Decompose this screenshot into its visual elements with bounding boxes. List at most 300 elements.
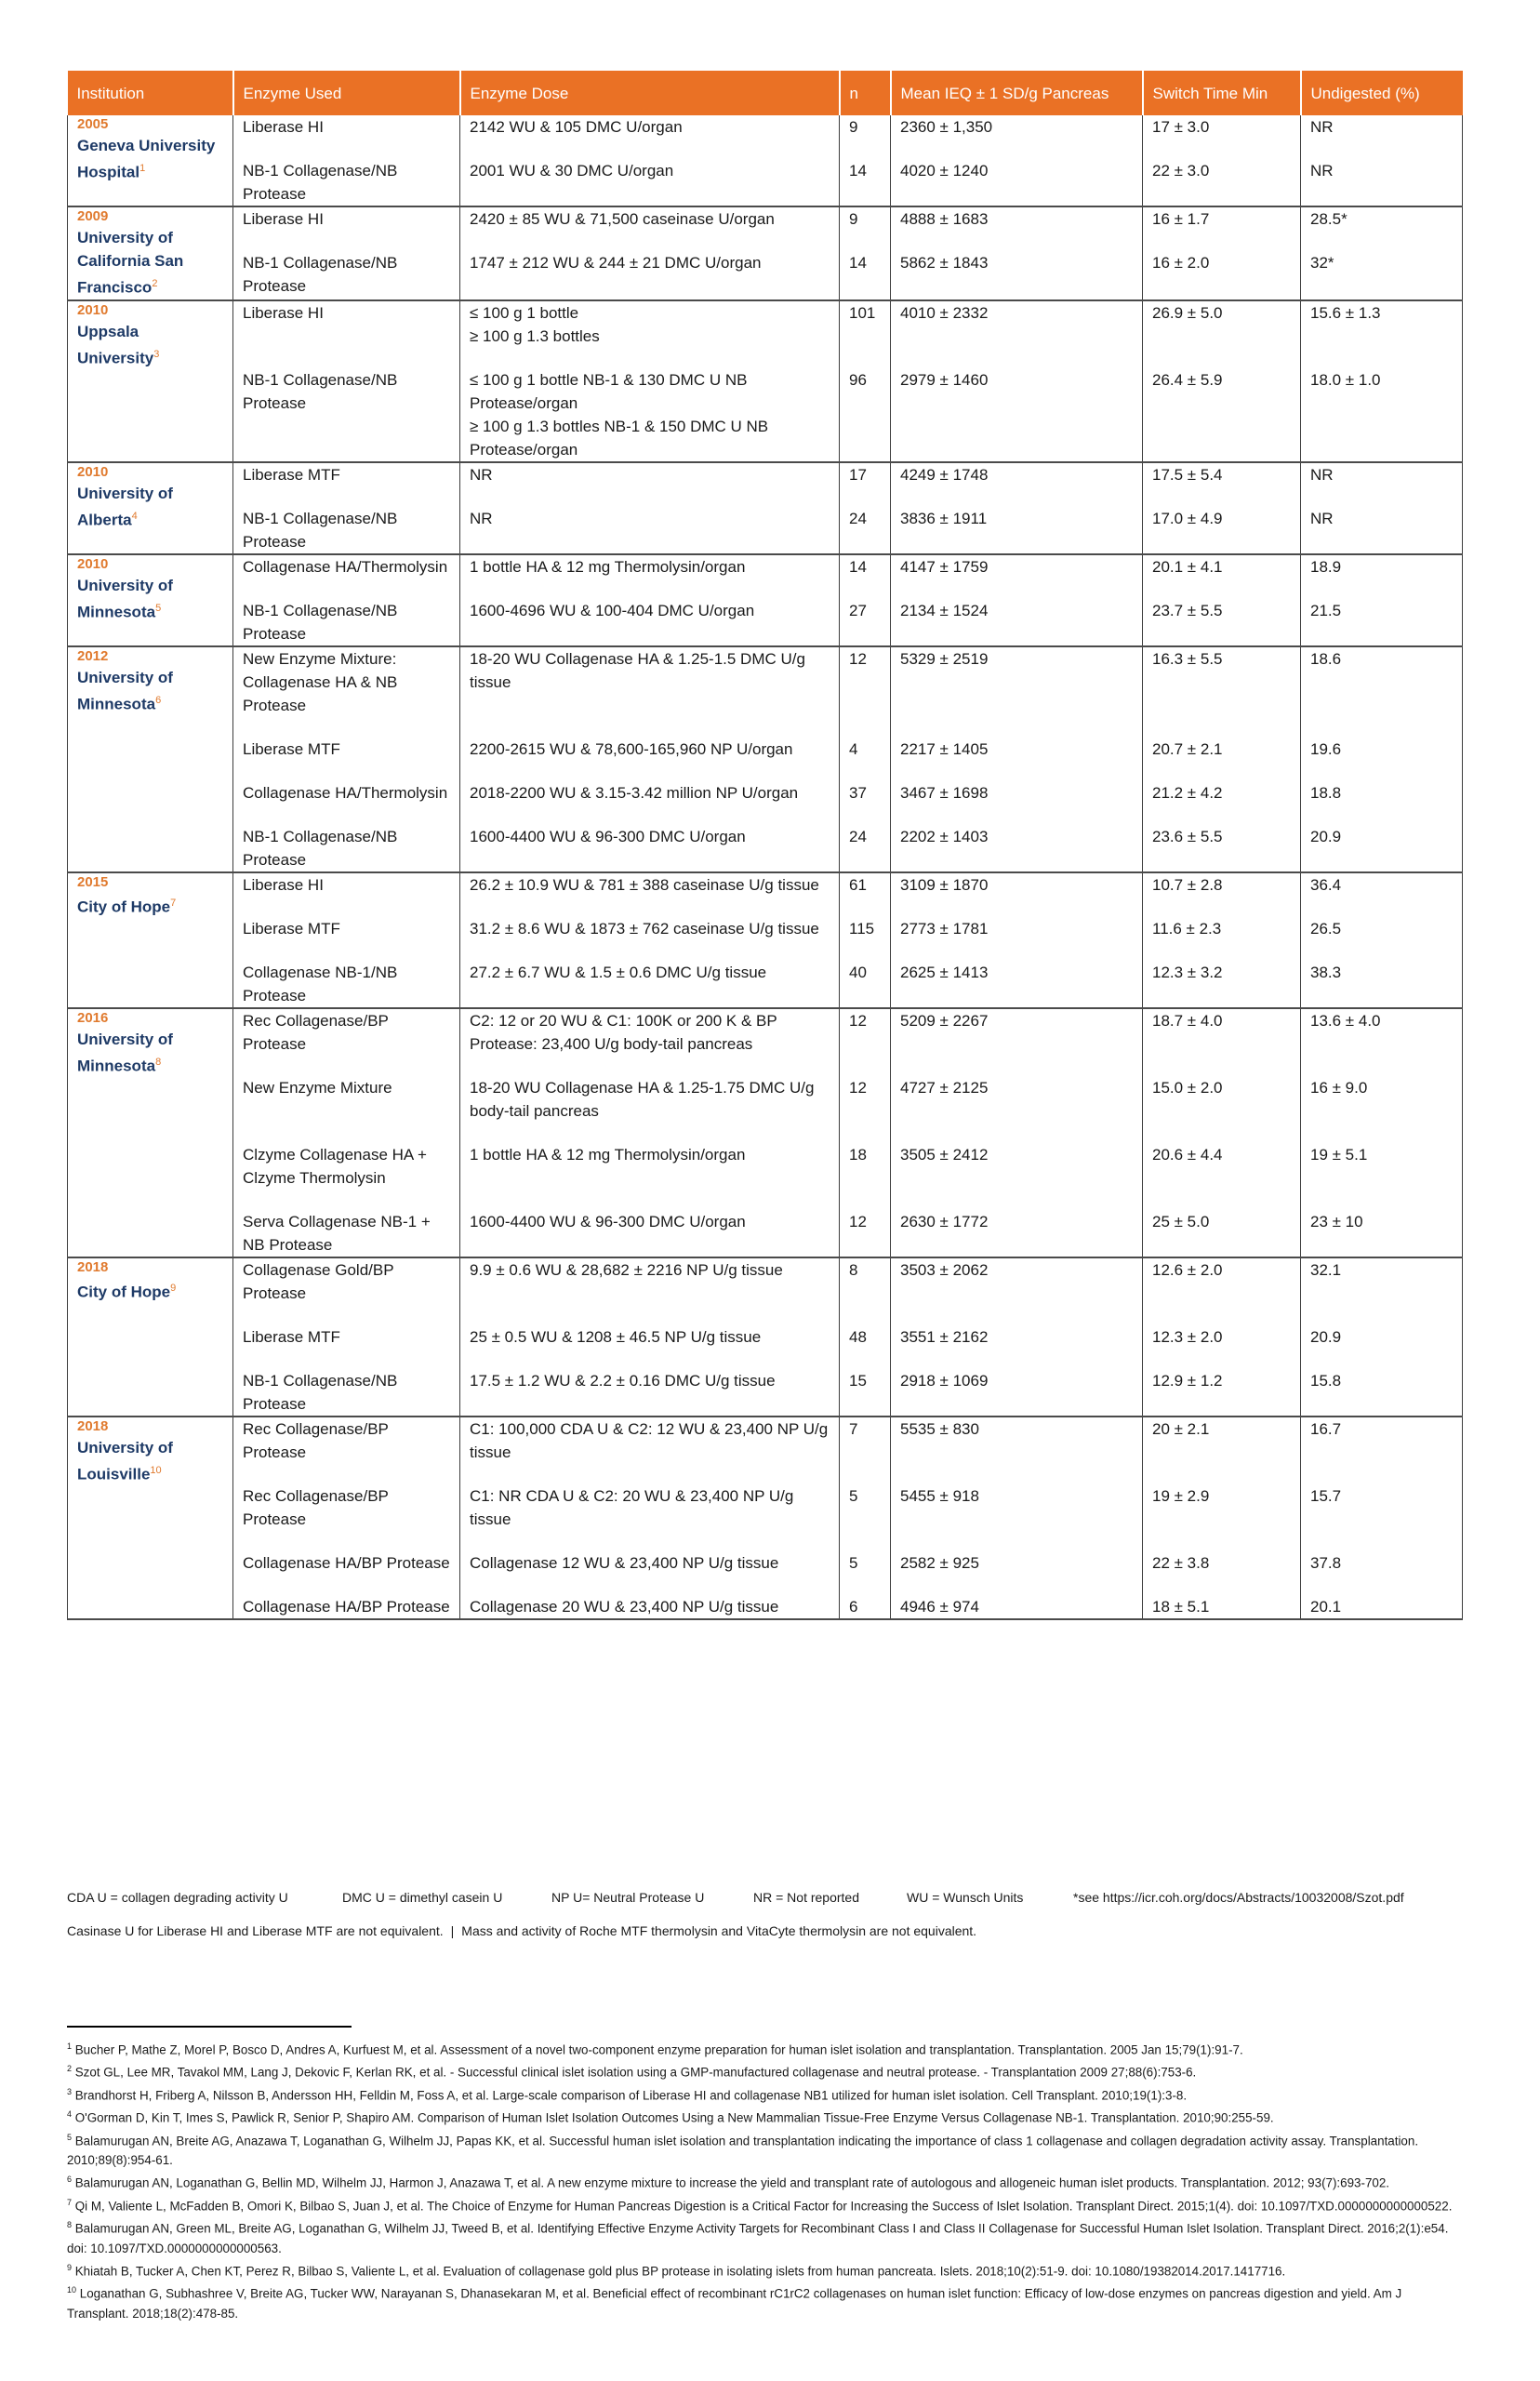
enzyme-used-cell: [233, 646, 460, 872]
institution-name-text: City of Hope: [77, 898, 171, 916]
row-value: 15.0 ± 2.0: [1152, 1078, 1223, 1097]
enzyme-used-cell: [233, 300, 460, 462]
switch-time-cell: [1143, 115, 1301, 206]
enzyme-dose-cell: [460, 872, 840, 1008]
table-row: [68, 554, 1463, 646]
row-value: NR: [470, 509, 493, 527]
row-value: NB-1 Collagenase/NB Protease: [243, 370, 398, 412]
row-value: Collagenase HA/Thermolysin: [243, 783, 448, 802]
abbrev-wu: WU = Wunsch Units: [907, 1890, 1024, 1905]
footnote-item: [67, 2170, 1462, 2192]
row-value: 24: [849, 827, 867, 845]
row-value: 12: [849, 1011, 867, 1030]
row-value: New Enzyme Mixture: Collagenase HA & NB Protease: [243, 649, 398, 714]
institution-name: [77, 666, 223, 716]
table-row: [68, 206, 1463, 300]
row-value: 4727 ± 2125: [900, 1078, 989, 1097]
row-value: 2420 ± 85 WU & 71,500 caseinase U/organ: [470, 210, 775, 228]
enzyme-used-cell: [233, 115, 460, 206]
row-value: 2625 ± 1413: [900, 963, 989, 981]
footnote-number: 3: [67, 2086, 73, 2096]
institution-name-text: University of Minnesota: [77, 576, 173, 621]
row-value: 16 ± 1.7: [1152, 210, 1210, 228]
institution-cell: [68, 462, 233, 554]
institution-name: [77, 1028, 223, 1078]
row-value: 19 ± 2.9: [1152, 1486, 1210, 1505]
table-row: [68, 1008, 1463, 1257]
undigested-cell: [1301, 206, 1463, 300]
row-value: 2142 WU & 105 DMC U/organ: [470, 118, 683, 136]
n-cell: [840, 206, 891, 300]
row-value: 17 ± 3.0: [1152, 118, 1210, 136]
row-value: 3836 ± 1911: [900, 509, 988, 527]
row-value: 2134 ± 1524: [900, 601, 989, 619]
switch-time-cell: [1143, 554, 1301, 646]
reference-number: 2: [152, 278, 158, 289]
row-value: 28.5*: [1310, 210, 1348, 228]
row-value: 16 ± 9.0: [1310, 1078, 1368, 1097]
reference-number: 5: [155, 602, 162, 614]
row-value: 18.6: [1310, 649, 1342, 668]
row-value: 3551 ± 2162: [900, 1327, 989, 1346]
reference-number: 4: [131, 510, 138, 522]
row-value: 25 ± 0.5 WU & 1208 ± 46.5 NP U/g tissue: [470, 1327, 762, 1346]
row-value: 26.9 ± 5.0: [1152, 303, 1223, 322]
row-value: 20.9: [1310, 827, 1342, 845]
row-value: 17.5 ± 1.2 WU & 2.2 ± 0.16 DMC U/g tissue: [470, 1371, 776, 1390]
row-value: 18-20 WU Collagenase HA & 1.25-1.5 DMC U/g tissue: [470, 649, 805, 691]
table-row: [68, 1257, 1463, 1417]
row-value: 4020 ± 1240: [900, 162, 989, 180]
institution-cell: [68, 1417, 233, 1619]
note-separator: |: [450, 1923, 455, 1938]
institution-year: 2018: [77, 1258, 109, 1275]
row-value: 37: [849, 783, 867, 802]
row-value: 17: [849, 465, 867, 484]
note-thermolysin: Mass and activity of Roche MTF thermolysin and VitaCyte thermolysin are not equivalent.: [461, 1923, 977, 1938]
row-value: 23.7 ± 5.5: [1152, 601, 1223, 619]
institution-group: [68, 1257, 1463, 1417]
row-value: 2360 ± 1,350: [900, 118, 993, 136]
row-value: 21.2 ± 4.2: [1152, 783, 1223, 802]
enzyme-dose-cell: [460, 1257, 840, 1417]
row-value: 21.5: [1310, 601, 1342, 619]
row-value: 5535 ± 830: [900, 1419, 979, 1438]
row-value: NR: [1310, 509, 1334, 527]
footnote-number: 1: [67, 2042, 73, 2051]
row-value: 15.6 ± 1.3: [1310, 303, 1381, 322]
row-value: 2018-2200 WU & 3.15-3.42 million NP U/organ: [470, 783, 799, 802]
footnote-number: 2: [67, 2064, 73, 2074]
enzyme-dose-cell: [460, 1008, 840, 1257]
enzyme-dose-cell: [460, 300, 840, 462]
footnote-item: [67, 2215, 1462, 2257]
institution-group: [68, 646, 1463, 872]
footnote-number: 4: [67, 2109, 73, 2120]
institution-name: [77, 1436, 223, 1486]
row-value: 3109 ± 1870: [900, 875, 989, 894]
institution-group: [68, 462, 1463, 554]
row-value: 32.1: [1310, 1260, 1342, 1279]
footnote-text: Szot GL, Lee MR, Tavakol MM, Lang J, Dekovic F, Kerlan RK, et al. - Successful clinical islet isolation using a GMP-manufactured collagenase and neutral protease. - Transplantation 2009 27;88(6):753-6.: [74, 2065, 1197, 2080]
reference-number: 10: [150, 1464, 162, 1476]
row-value: 15: [849, 1371, 867, 1390]
footnote-number: 9: [67, 2262, 73, 2272]
row-value: 61: [849, 875, 867, 894]
row-value: 23.6 ± 5.5: [1152, 827, 1223, 845]
switch-time-cell: [1143, 206, 1301, 300]
institution-year: 2010: [77, 301, 109, 318]
row-value: 26.5: [1310, 919, 1342, 938]
row-value: NR: [470, 465, 493, 484]
row-value: 18 ± 5.1: [1152, 1597, 1210, 1616]
row-value: 2773 ± 1781: [900, 919, 989, 938]
institution-name-text: University of Minnesota: [77, 668, 173, 713]
row-value: 20.7 ± 2.1: [1152, 739, 1223, 758]
institution-cell: [68, 646, 233, 872]
institution-name-text: Geneva University Hospital: [77, 137, 216, 181]
row-value: 26.4 ± 5.9: [1152, 370, 1223, 389]
row-value: 16 ± 2.0: [1152, 254, 1210, 272]
institution-name: [77, 134, 223, 184]
footnote-item: [67, 2258, 1462, 2281]
row-value: 4: [849, 739, 858, 758]
enzyme-dose-cell: [460, 1417, 840, 1619]
row-value: Collagenase NB-1/NB Protease: [243, 963, 398, 1004]
row-value: 32*: [1310, 254, 1334, 272]
mean-ieq-cell: [891, 1257, 1143, 1417]
enzyme-comparison-table: [67, 71, 1463, 1620]
undigested-cell: [1301, 115, 1463, 206]
institution-year: 2010: [77, 555, 109, 572]
row-value: Collagenase 20 WU & 23,400 NP U/g tissue: [470, 1597, 779, 1616]
row-value: NB-1 Collagenase/NB Protease: [243, 509, 398, 551]
switch-time-cell: [1143, 646, 1301, 872]
row-value: 12.6 ± 2.0: [1152, 1260, 1223, 1279]
institution-cell: [68, 300, 233, 462]
switch-time-cell: [1143, 462, 1301, 554]
footnotes-list: [67, 2037, 1462, 2323]
switch-time-cell: [1143, 1257, 1301, 1417]
row-value: 25 ± 5.0: [1152, 1212, 1210, 1230]
row-value: 20.1: [1310, 1597, 1342, 1616]
enzyme-dose-cell: [460, 462, 840, 554]
table-row: [68, 462, 1463, 554]
row-value: 6: [849, 1597, 858, 1616]
institution-name-text: University of Louisville: [77, 1438, 173, 1483]
row-value: Collagenase HA/BP Protease: [243, 1553, 450, 1572]
institution-name: [77, 892, 223, 919]
row-value: 27.2 ± 6.7 WU & 1.5 ± 0.6 DMC U/g tissue: [470, 963, 767, 981]
footnote-number: 10: [67, 2285, 77, 2295]
row-value: Liberase MTF: [243, 465, 340, 484]
row-value: New Enzyme Mixture: [243, 1078, 392, 1097]
row-value: 9.9 ± 0.6 WU & 28,682 ± 2216 NP U/g tissue: [470, 1260, 783, 1279]
row-value: 24: [849, 509, 867, 527]
row-value: C1: NR CDA U & C2: 20 WU & 23,400 NP U/g tissue: [470, 1486, 794, 1528]
row-value: NR: [1310, 465, 1334, 484]
mean-ieq-cell: [891, 872, 1143, 1008]
row-value: 5329 ± 2519: [900, 649, 989, 668]
footnote-text: Balamurugan AN, Breite AG, Anazawa T, Loganathan G, Wilhelm JJ, Papas KK, et al. Successful human islet isolation and transplantation indicating the importance of class 1 collagenase and collagen degradation activity assay. Transplantation. 2010;89(8):954-61.: [67, 2134, 1419, 2168]
institution-name: [77, 226, 223, 299]
footnote-text: Brandhorst H, Friberg A, Nilsson B, Andersson HH, Felldin M, Foss A, et al. Large-scale comparison of Liberase HI and collagenase NB1 utilized for human islet isolation. Cell Transplant. 2010;19(1):3-8.: [74, 2088, 1188, 2103]
institution-group: [68, 206, 1463, 300]
row-value: 31.2 ± 8.6 WU & 1873 ± 762 caseinase U/g tissue: [470, 919, 819, 938]
institution-group: [68, 115, 1463, 206]
row-value: 26.2 ± 10.9 WU & 781 ± 388 caseinase U/g tissue: [470, 875, 819, 894]
row-value: 9: [849, 118, 858, 136]
row-value: 2918 ± 1069: [900, 1371, 989, 1390]
row-value: 38.3: [1310, 963, 1342, 981]
row-value: 2630 ± 1772: [900, 1212, 989, 1230]
institution-year: 2015: [77, 873, 109, 890]
row-value: 1 bottle HA & 12 mg Thermolysin/organ: [470, 1145, 746, 1164]
row-value: NB-1 Collagenase/NB Protease: [243, 601, 398, 643]
row-value: 16.7: [1310, 1419, 1342, 1438]
undigested-cell: [1301, 1008, 1463, 1257]
row-value: 5: [849, 1553, 858, 1572]
reference-number: 9: [170, 1282, 177, 1294]
note-casinase: Casinase U for Liberase HI and Liberase MTF are not equivalent.: [67, 1923, 444, 1938]
n-cell: [840, 1417, 891, 1619]
row-value: 5862 ± 1843: [900, 254, 989, 272]
header-enzyme-dose: Enzyme Dose: [460, 71, 840, 115]
row-value: 36.4: [1310, 875, 1342, 894]
footnote-text: Khiatah B, Tucker A, Chen KT, Perez R, Bilbao S, Valiente L, et al. Evaluation of collagenase gold plus BP protease in isolating islets from human pancreata. Islets. 2018;10(2):51-9. doi: 10.1080/19382014.2017.1417716.: [74, 2264, 1286, 2279]
row-value: 18: [849, 1145, 867, 1164]
institution-name: [77, 1277, 223, 1304]
institution-name-text: University of Minnesota: [77, 1030, 173, 1075]
equivalence-note: [67, 1923, 976, 1938]
row-value: 19 ± 5.1: [1310, 1145, 1368, 1164]
enzyme-dose-cell: [460, 646, 840, 872]
row-value: 4888 ± 1683: [900, 210, 989, 228]
table-header-row: [68, 71, 1463, 115]
institution-cell: [68, 1257, 233, 1417]
n-cell: [840, 1008, 891, 1257]
row-value: Liberase MTF: [243, 1327, 340, 1346]
row-value: ≤ 100 g 1 bottle ≥ 100 g 1.3 bottles: [470, 303, 600, 345]
institution-cell: [68, 554, 233, 646]
institution-group: [68, 1008, 1463, 1257]
row-value: 4946 ± 974: [900, 1597, 979, 1616]
mean-ieq-cell: [891, 206, 1143, 300]
mean-ieq-cell: [891, 1008, 1143, 1257]
abbrev-dmc: DMC U = dimethyl casein U: [342, 1890, 503, 1905]
n-cell: [840, 646, 891, 872]
abbrev-nr: NR = Not reported: [753, 1890, 859, 1905]
row-value: NB-1 Collagenase/NB Protease: [243, 162, 398, 203]
reference-number: 6: [155, 694, 162, 706]
enzyme-dose-cell: [460, 554, 840, 646]
row-value: Collagenase Gold/BP Protease: [243, 1260, 394, 1302]
row-value: 8: [849, 1260, 858, 1279]
undigested-cell: [1301, 646, 1463, 872]
row-value: 5209 ± 2267: [900, 1011, 989, 1030]
abbrev-cda: CDA U = collagen degrading activity U: [67, 1890, 288, 1905]
mean-ieq-cell: [891, 554, 1143, 646]
row-value: 10.7 ± 2.8: [1152, 875, 1223, 894]
row-value: 13.6 ± 4.0: [1310, 1011, 1381, 1030]
row-value: 15.7: [1310, 1486, 1342, 1505]
row-value: 1747 ± 212 WU & 244 ± 21 DMC U/organ: [470, 254, 762, 272]
row-value: 4249 ± 1748: [900, 465, 989, 484]
institution-year: 2010: [77, 463, 109, 480]
institution-year: 2009: [77, 208, 109, 224]
institution-year: 2005: [77, 116, 109, 132]
n-cell: [840, 300, 891, 462]
undigested-cell: [1301, 300, 1463, 462]
row-value: 2979 ± 1460: [900, 370, 989, 389]
row-value: 17.5 ± 5.4: [1152, 465, 1223, 484]
row-value: 22 ± 3.0: [1152, 162, 1210, 180]
row-value: NB-1 Collagenase/NB Protease: [243, 827, 398, 869]
enzyme-used-cell: [233, 1417, 460, 1619]
row-value: Rec Collagenase/BP Protease: [243, 1011, 389, 1053]
institution-group: [68, 554, 1463, 646]
row-value: 14: [849, 254, 867, 272]
row-value: 17.0 ± 4.9: [1152, 509, 1223, 527]
institution-group: [68, 872, 1463, 1008]
institution-name-text: University of Alberta: [77, 484, 173, 529]
row-value: 96: [849, 370, 867, 389]
row-value: 3505 ± 2412: [900, 1145, 989, 1164]
row-value: 20 ± 2.1: [1152, 1419, 1210, 1438]
row-value: NB-1 Collagenase/NB Protease: [243, 254, 398, 295]
mean-ieq-cell: [891, 300, 1143, 462]
row-value: 20.1 ± 4.1: [1152, 557, 1223, 576]
row-value: 5455 ± 918: [900, 1486, 979, 1505]
row-value: Liberase HI: [243, 303, 324, 322]
enzyme-used-cell: [233, 1257, 460, 1417]
institution-name-text: Uppsala University: [77, 322, 154, 367]
footnote-item: [67, 2082, 1462, 2105]
footnote-number: 8: [67, 2220, 73, 2230]
footnote-divider: [67, 2026, 352, 2028]
row-value: 19.6: [1310, 739, 1342, 758]
institution-year: 2018: [77, 1417, 109, 1434]
row-value: Liberase MTF: [243, 739, 340, 758]
row-value: 7: [849, 1419, 858, 1438]
undigested-cell: [1301, 554, 1463, 646]
enzyme-used-cell: [233, 206, 460, 300]
row-value: 12.3 ± 2.0: [1152, 1327, 1223, 1346]
row-value: Liberase HI: [243, 210, 324, 228]
header-enzyme-used: Enzyme Used: [233, 71, 460, 115]
enzyme-used-cell: [233, 462, 460, 554]
table-row: [68, 872, 1463, 1008]
institution-year: 2012: [77, 647, 109, 664]
row-value: 5: [849, 1486, 858, 1505]
row-value: 12: [849, 1078, 867, 1097]
institution-cell: [68, 115, 233, 206]
row-value: 48: [849, 1327, 867, 1346]
row-value: Liberase HI: [243, 118, 324, 136]
footnote-text: Balamurugan AN, Green ML, Breite AG, Loganathan G, Wilhelm JJ, Tweed B, et al. Identifying Effective Enzyme Activity Targets for Recombinant Class I and Class II Collagenase for Successful Human Islet Isolation. Transplant Direct. 2016;2(1):e54. doi: 10.1097/TXD.0000000000000563.: [67, 2221, 1449, 2255]
row-value: 12: [849, 649, 867, 668]
institution-cell: [68, 872, 233, 1008]
table-row: [68, 300, 1463, 462]
switch-time-cell: [1143, 300, 1301, 462]
row-value: 18.7 ± 4.0: [1152, 1011, 1223, 1030]
row-value: Rec Collagenase/BP Protease: [243, 1419, 389, 1461]
footnote-number: 6: [67, 2175, 73, 2185]
header-n: n: [840, 71, 891, 115]
footnote-text: Bucher P, Mathe Z, Morel P, Bosco D, Andres A, Kurfuest M, et al. Assessment of a novel two-component enzyme preparation for human islet isolation and transplantation. Transplantation. 2005 Jan 15;79(1):91-7.: [74, 2042, 1243, 2057]
undigested-cell: [1301, 1257, 1463, 1417]
header-mean-ieq: Mean IEQ ± 1 SD/g Pancreas: [891, 71, 1143, 115]
row-value: 101: [849, 303, 876, 322]
row-value: 3467 ± 1698: [900, 783, 989, 802]
table-row: [68, 115, 1463, 206]
institution-cell: [68, 206, 233, 300]
row-value: ≤ 100 g 1 bottle NB-1 & 130 DMC U NB Protease/organ ≥ 100 g 1.3 bottles NB-1 & 150 DMC U NB Protease/organ: [470, 370, 769, 459]
institution-group: [68, 1417, 1463, 1619]
mean-ieq-cell: [891, 462, 1143, 554]
row-value: C1: 100,000 CDA U & C2: 12 WU & 23,400 NP U/g tissue: [470, 1419, 829, 1461]
row-value: Collagenase HA/Thermolysin: [243, 557, 448, 576]
footnote-text: Loganathan G, Subhashree V, Breite AG, Tucker WW, Narayanan S, Dhanasekaran M, et al. Beneficial effect of recombinant rC1rC2 collagenases on human islet function: Efficacy of low-dose enzymes on pancreas digestion and yield. Am J Transplant. 2018;18(2):478-85.: [67, 2286, 1402, 2321]
institution-cell: [68, 1008, 233, 1257]
row-value: Collagenase 12 WU & 23,400 NP U/g tissue: [470, 1553, 779, 1572]
undigested-cell: [1301, 1417, 1463, 1619]
row-value: 1600-4696 WU & 100-404 DMC U/organ: [470, 601, 755, 619]
row-value: 27: [849, 601, 867, 619]
row-value: 1600-4400 WU & 96-300 DMC U/organ: [470, 827, 746, 845]
footnote-number: 5: [67, 2132, 73, 2142]
footnote-text: Balamurugan AN, Loganathan G, Bellin MD, Wilhelm JJ, Harmon J, Anazawa T, et al. A new enzyme mixture to increase the yield and transplant rate of autologous and allogeneic human islet products. Transplantation. 2012; 93(7):693-702.: [74, 2175, 1390, 2190]
footnote-item: [67, 2105, 1462, 2127]
n-cell: [840, 554, 891, 646]
row-value: 22 ± 3.8: [1152, 1553, 1210, 1572]
row-value: Collagenase HA/BP Protease: [243, 1597, 450, 1616]
row-value: 12.9 ± 1.2: [1152, 1371, 1223, 1390]
row-value: NR: [1310, 162, 1334, 180]
reference-number: 3: [153, 348, 160, 360]
row-value: NB-1 Collagenase/NB Protease: [243, 1371, 398, 1413]
row-value: 14: [849, 162, 867, 180]
row-value: 18.9: [1310, 557, 1342, 576]
row-value: 20.9: [1310, 1327, 1342, 1346]
enzyme-used-cell: [233, 1008, 460, 1257]
footnote-text: O'Gorman D, Kin T, Imes S, Pawlick R, Senior P, Shapiro AM. Comparison of Human Islet Isolation Outcomes Using a New Mammalian Tissue-Free Enzyme Versus Collagenase NB-1. Transplantation. 2010;90:255-59.: [74, 2110, 1274, 2125]
institution-year: 2016: [77, 1009, 109, 1026]
n-cell: [840, 1257, 891, 1417]
row-value: Clzyme Collagenase HA + Clzyme Thermolysin: [243, 1145, 427, 1187]
footnote-number: 7: [67, 2197, 73, 2207]
footnote-text: Qi M, Valiente L, McFadden B, Omori K, Bilbao S, Juan J, et al. The Choice of Enzyme for Human Pancreas Digestion is a Critical Factor for Increasing the Success of Islet Isolation. Transplant Direct. 2015;1(4). doi: 10.1097/TXD.0000000000000522.: [74, 2199, 1453, 2214]
switch-time-cell: [1143, 1008, 1301, 1257]
header-undigested: Undigested (%): [1301, 71, 1463, 115]
enzyme-dose-cell: [460, 115, 840, 206]
abbrev-see-link: *see https://icr.coh.org/docs/Abstracts/10032008/Szot.pdf: [1073, 1890, 1404, 1905]
footnote-item: [67, 2281, 1462, 2322]
institution-name-text: University of California San Francisco: [77, 229, 184, 297]
switch-time-cell: [1143, 872, 1301, 1008]
row-value: 18.0 ± 1.0: [1310, 370, 1381, 389]
undigested-cell: [1301, 872, 1463, 1008]
row-value: 15.8: [1310, 1371, 1342, 1390]
reference-number: 8: [155, 1056, 162, 1068]
row-value: 37.8: [1310, 1553, 1342, 1572]
footnote-item: [67, 2037, 1462, 2059]
reference-number: 1: [139, 163, 146, 174]
row-value: 3503 ± 2062: [900, 1260, 989, 1279]
row-value: 16.3 ± 5.5: [1152, 649, 1223, 668]
row-value: 11.6 ± 2.3: [1152, 919, 1222, 938]
institution-name: [77, 320, 223, 370]
